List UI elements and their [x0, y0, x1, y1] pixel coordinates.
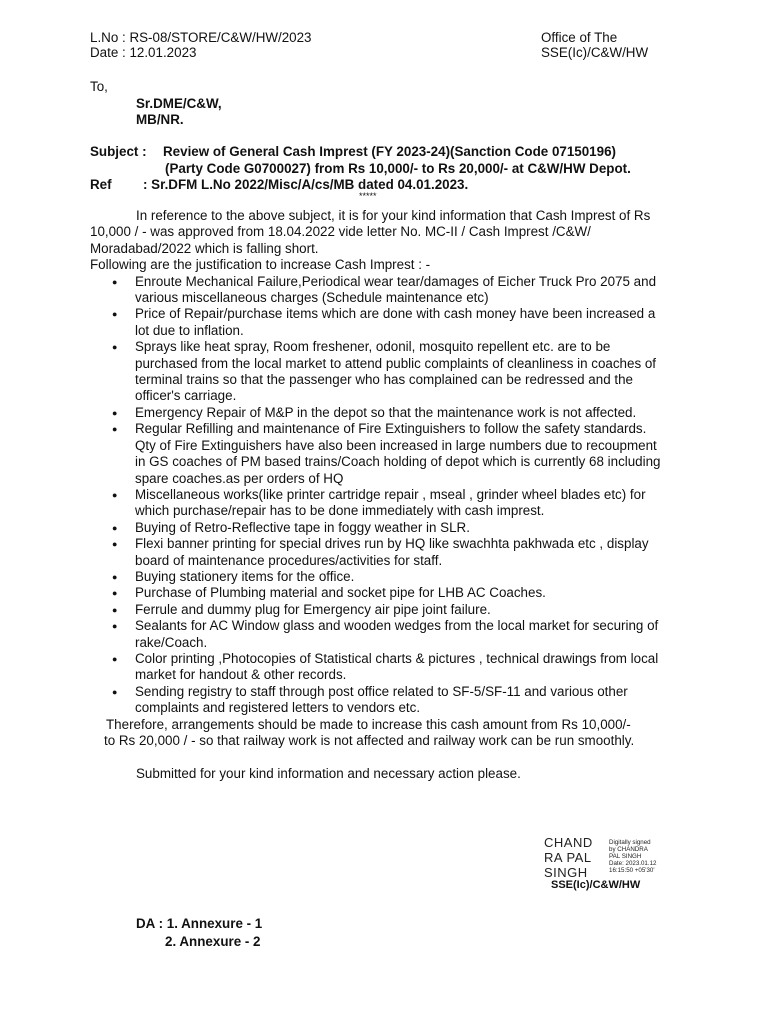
justification-item-line: ● Miscellaneous works(like printer cartridge repair , mseal , grinder wheel blades etc) for [135, 486, 646, 502]
signer-name-line-3: SINGH [544, 865, 588, 880]
subject-line-2: (Party Code G0700027) from Rs 10,000/- to Rs 20,000/- at C&W/HW Depot. [165, 161, 631, 176]
justification-item [90, 339, 690, 405]
justification-item-line: Qty of Fire Extinguishers have also been increased in large numbers due to recoupment [135, 437, 657, 453]
justification-intro: Following are the justification to increase Cash Imprest : - [90, 257, 431, 273]
justification-item-line: ● Sealants for AC Window glass and wooden wedges from the local market for securing of [135, 618, 659, 634]
justification-item-line: in GS coaches of PM based trains/Coach holding of depot which is currently 68 including [135, 454, 661, 470]
therefore-line-2: to Rs 20,000 / - so that railway work is not affected and railway work can be run smoothly. [104, 733, 635, 748]
digital-sign-line-5: 16:15:50 +05'30' [609, 867, 655, 874]
justification-item [90, 618, 690, 651]
letter-number: L.No : RS-08/STORE/C&W/HW/2023 [90, 30, 312, 45]
digital-sign-line-1: Digitally signed [609, 839, 651, 846]
justification-item-line: ● Sending registry to staff through post office related to SF-5/SF-11 and various other [135, 683, 628, 699]
justification-item-line: complaints and registered letters to vendors etc. [135, 700, 421, 716]
justification-item [90, 585, 690, 601]
digital-signature [538, 833, 674, 895]
justification-item [90, 651, 690, 684]
intro-line-3: Moradabad/2022 which is falling short. [90, 240, 319, 256]
justification-item-line: ● Price of Repair/purchase items which are done with cash money have been increased a [135, 306, 656, 322]
justification-item [90, 520, 690, 536]
submitted-line: Submitted for your kind information and necessary action please. [136, 766, 521, 782]
recipient-line-1: Sr.DME/C&W, [136, 96, 222, 111]
justification-item [90, 569, 690, 585]
digital-sign-line-2: by CHANDRA [609, 846, 648, 853]
intro-line-2: 10,000 / - was approved from 18.04.2022 vide letter No. MC-II / Cash Imprest /C&W/ [90, 224, 591, 240]
intro-line-1: In reference to the above subject, it is for your kind information that Cash Imprest of Rs [136, 208, 651, 223]
letter-date: Date : 12.01.2023 [90, 45, 197, 60]
ref-label: Ref [90, 177, 112, 192]
justification-item-line: lot due to inflation. [135, 322, 244, 338]
justification-item-line: ● Buying of Retro-Reflective tape in foggy weather in SLR. [135, 519, 470, 535]
office-line-1: Office of The [541, 30, 618, 45]
justification-list [90, 274, 690, 717]
subject-line-1: Review of General Cash Imprest (FY 2023-24)(Sanction Code 07150196) [163, 144, 616, 159]
justification-item [90, 684, 690, 717]
justification-item-line: ● Emergency Repair of M&P in the depot so that the maintenance work is not affected. [135, 404, 637, 420]
subject-label: Subject : [90, 144, 147, 159]
enclosure-2: 2. Annexure - 2 [165, 934, 261, 949]
justification-item-line: ● Enroute Mechanical Failure,Periodical wear tear/damages of Eicher Truck Pro 2075 and [135, 273, 657, 289]
recipient-line-2: MB/NR. [136, 112, 184, 127]
justification-item-line: ● Color printing ,Photocopies of Statistical charts & pictures , technical drawings from local [135, 650, 659, 666]
justification-item-line: market for handout & other records. [135, 667, 347, 683]
justification-item-line: ● Purchase of Plumbing material and socket pipe for LHB AC Coaches. [135, 585, 546, 601]
therefore-line-1: Therefore, arrangements should be made to increase this cash amount from Rs 10,000/- [106, 716, 631, 732]
justification-item-line: ● Buying stationery items for the office. [135, 568, 355, 584]
justification-item-line: officer's carriage. [135, 388, 237, 404]
justification-item-line: ● Flexi banner printing for special drives run by HQ like swachhta pakhwada etc , display [135, 536, 649, 552]
justification-item-line: ● Regular Refilling and maintenance of Fire Extinguishers to follow the safety standards. [135, 421, 647, 437]
justification-item-line: which purchase/repair has to be done immediately with cash imprest. [135, 503, 545, 519]
justification-item-line: purchased from the local market to attend public complaints of cleanliness in coaches of [135, 355, 657, 371]
digital-sign-line-4: Date: 2023.01.12 [609, 860, 657, 867]
justification-item [90, 306, 690, 339]
justification-item [90, 274, 690, 307]
enclosure-1: DA : 1. Annexure - 1 [136, 916, 263, 931]
justification-item [90, 602, 690, 618]
letter-body [90, 208, 690, 783]
separator-stars: ***** [359, 191, 377, 201]
justification-item [90, 536, 690, 569]
justification-item-line: terminal trains so that the passenger who has complained can be redressed and the [135, 372, 633, 388]
ref-text: : Sr.DFM L.No 2022/Misc/A/cs/MB dated 04.01.2023. [143, 177, 469, 192]
justification-item [90, 487, 690, 520]
justification-item-line: ● Ferrule and dummy plug for Emergency air pipe joint failure. [135, 601, 491, 617]
justification-item-line: board of maintenance procedures/activities for staff. [135, 552, 443, 568]
office-line-2: SSE(Ic)/C&W/HW [541, 45, 649, 60]
signer-name-line-2: RA PAL [544, 850, 592, 865]
justification-item [90, 421, 690, 487]
to-label: To, [90, 79, 108, 94]
justification-item-line: various miscellaneous charges (Schedule maintenance etc) [135, 290, 489, 306]
signer-name-line-1: CHAND [544, 835, 593, 850]
justification-item-line: spare coaches.as per orders of HQ [135, 470, 344, 486]
justification-item-line: rake/Coach. [135, 634, 208, 650]
signer-designation: SSE(Ic)/C&W/HW [551, 879, 641, 891]
justification-item-line: ● Sprays like heat spray, Room freshener, odonil, mosquito repellent etc. are to be [135, 339, 611, 355]
digital-sign-line-3: PAL SINGH [609, 853, 642, 860]
justification-item [90, 405, 690, 421]
